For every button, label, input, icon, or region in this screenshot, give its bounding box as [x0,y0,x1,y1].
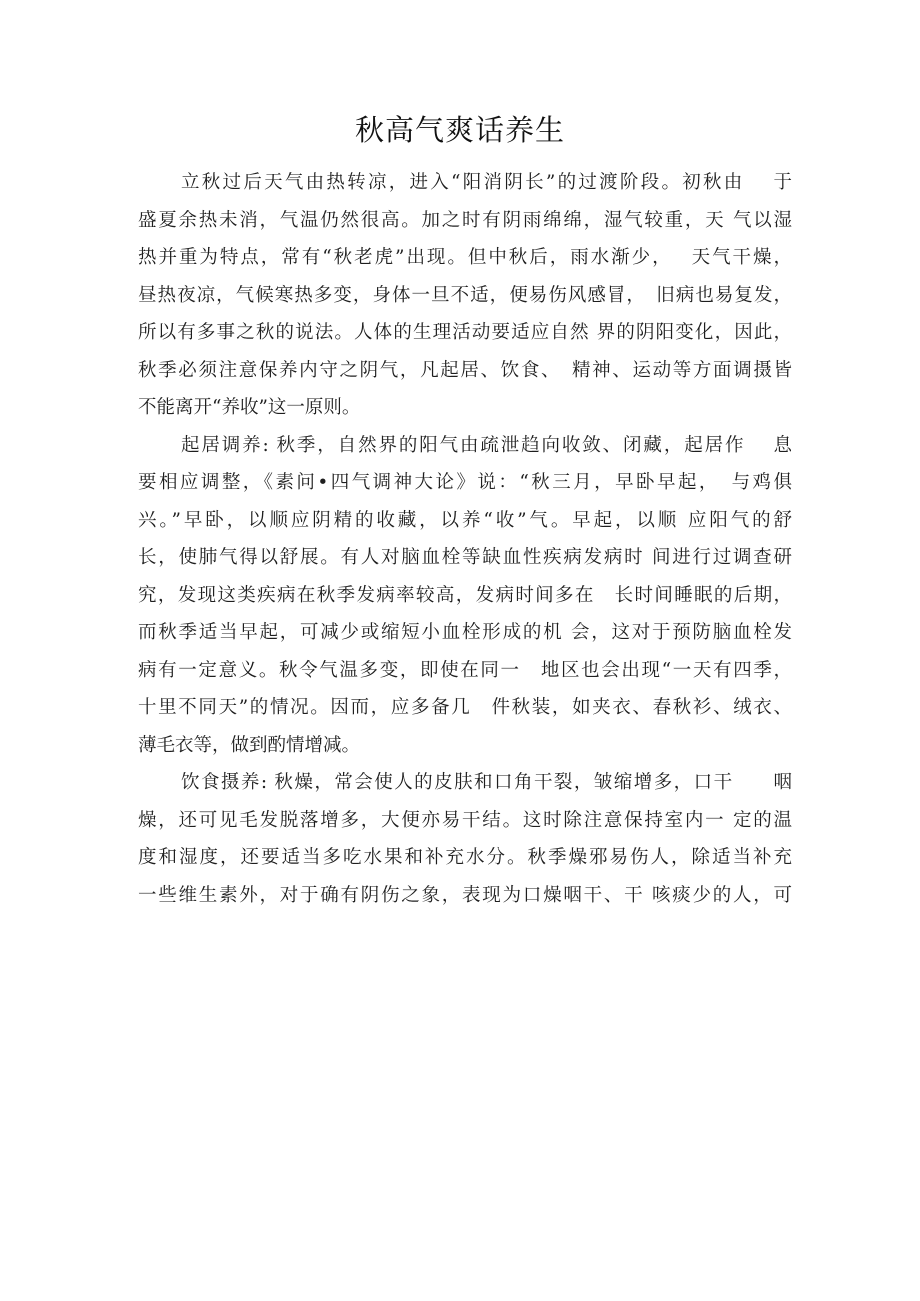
paragraph-intro [138,164,792,427]
paragraph-line: 究，发现这类疾病在秋季发病率较高，发病时间多在 长时间睡眠的后期， [138,584,792,606]
paragraph-line: 长，使肺气得以舒展。有人对脑血栓等缺血性疾病发病时 间进行过调查研 [138,547,792,568]
paragraph-line: 盛夏余热未消，气温仍然很高。加之时有阴雨绵绵，湿气较重，天 气以湿 [138,209,792,231]
paragraph-line: 热并重为特点，常有“秋老虎”出现。但中秋后，雨水渐少， 天气干燥， [138,247,792,268]
paragraph-line: 所以有多事之秋的说法。人体的生理活动要适应自然 界的阴阳变化，因此， [138,322,792,343]
paragraph-line: 薄毛衣等，做到酌情增减。 [138,734,361,756]
paragraph-line: 秋季必须注意保养内守之阴气，凡起居、饮食、 精神、运动等方面调摄皆 [138,359,792,381]
paragraph-line: 而秋季适当早起，可减少或缩短小血栓形成的机 会，这对于预防脑血栓发 [138,622,792,643]
paragraph-living-regimen [138,427,792,765]
paragraph-line: 燥，还可见毛发脱落增多，大便亦易干结。这时除注意保持室内一 定的温 [138,809,792,831]
document-title: 秋高气爽话养生 [354,113,565,147]
paragraph-line: 要相应调整，《素问•四气调神大论》说：“秋三月，早卧早起， 与鸡俱 [138,472,792,493]
paragraph-line: 病有一定意义。秋令气温多变，即使在同一 地区也会出现“一天有四季， [138,659,792,681]
paragraph-line: 饮食摄养: 秋燥，常会使人的皮肤和口角干裂，皱缩增多，口干 咽 [181,772,792,793]
paragraph-diet [138,764,792,914]
paragraph-line: 一些维生素外，对于确有阴伤之象，表现为口燥咽干、干 咳痰少的人，可 [138,884,792,906]
paragraph-line: 十里不同天”的情况。因而，应多备几 件秋装，如夹衣、春秋衫、绒衣、 [138,697,792,718]
paragraph-line: 昼热夜凉，气候寒热多变，身体一旦不适，便易伤风感冒， 旧病也易复发， [138,284,792,306]
paragraph-line: 起居调养: 秋季，自然界的阳气由疏泄趋向收敛、闭藏，起居作 息 [181,434,792,456]
paragraph-line: 不能离开“养收”这一原则。 [138,397,361,418]
paragraph-line: 立秋过后天气由热转凉，进入“阳消阴长”的过渡阶段。初秋由 于 [181,172,792,193]
paragraph-line: 兴。”早卧，以顺应阴精的收藏，以养“收”气。早起，以顺 应阳气的舒 [138,509,792,531]
document-body [138,164,792,914]
paragraph-line: 度和湿度，还要适当多吃水果和补充水分。秋季燥邪易伤人，除适当补充 [138,847,792,868]
